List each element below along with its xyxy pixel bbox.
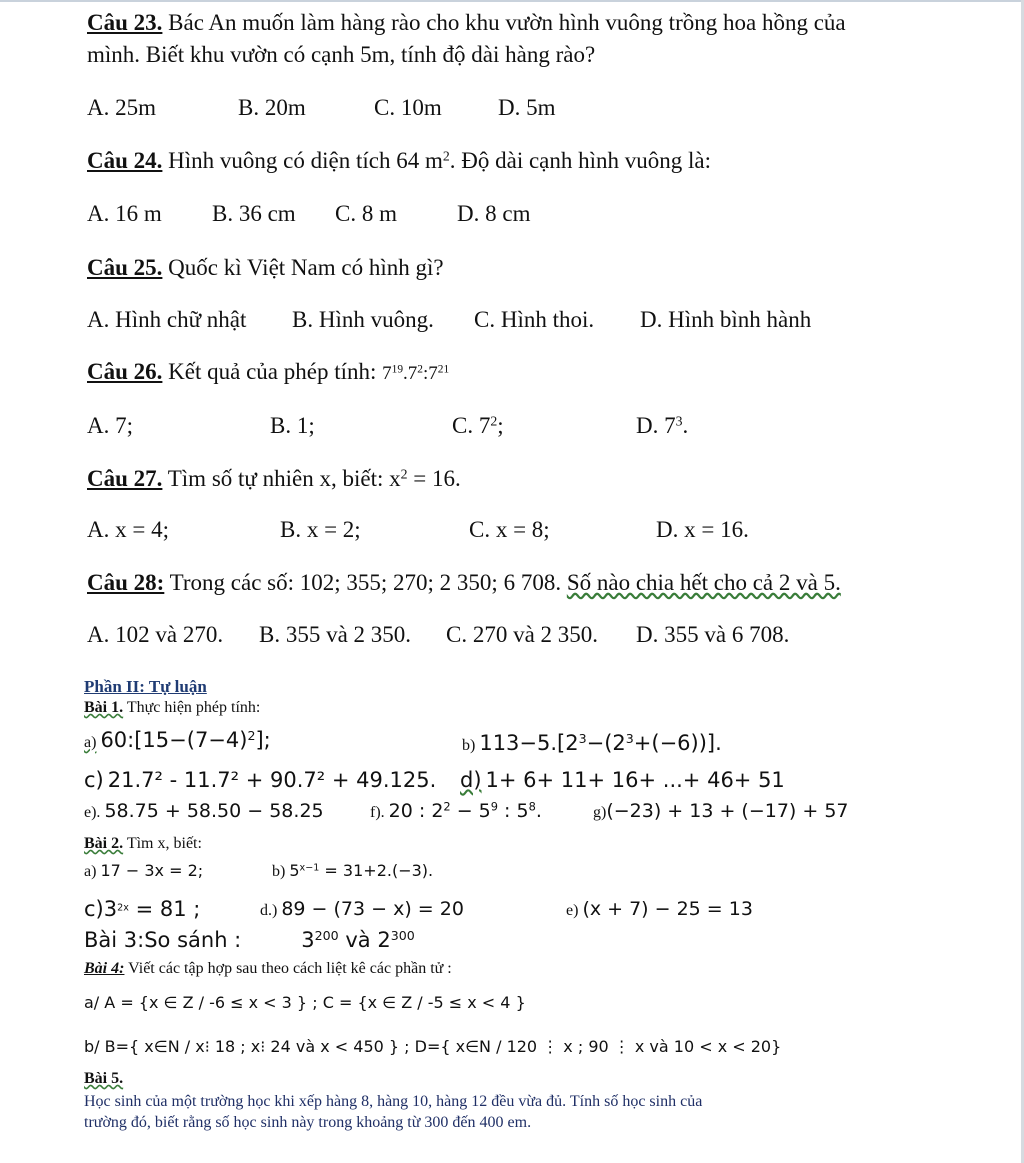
bai2-b-exp: x−1 (299, 862, 320, 874)
q24-superscript: 2 (442, 148, 450, 164)
bai1-g (593, 800, 849, 822)
bai1-a-expr-part1: 60:[15−(7−4) (100, 728, 248, 752)
bai3-base-a: 3 (301, 928, 315, 952)
bai1-a-expr (100, 728, 270, 752)
q26-expr-base3: :7 (422, 363, 438, 384)
q27-text-b: = 16. (407, 466, 461, 491)
part2-title: Phần II: Tự luận (84, 677, 207, 696)
bai1-c (84, 768, 436, 792)
bai4-set-a: a/ A = {x ∈ Z / -6 ≤ x < 3 } (84, 993, 308, 1012)
bai1-a-expr-part2: ]; (255, 728, 271, 752)
bai2-heading (84, 835, 202, 853)
bai2-a-label: a) (84, 863, 97, 880)
bai1-b-expr-part1: 113−5.[2 (479, 731, 579, 755)
bai4-line-a (84, 993, 526, 1012)
q24-text-b: . Độ dài cạnh hình vuông là: (449, 148, 712, 173)
bai3-label: Bài 3:So sánh : (84, 928, 242, 952)
q23-option-d: D. 5m (498, 95, 556, 120)
q24-option-b: B. 36 cm (212, 201, 296, 226)
q24-text-a: Hình vuông có diện tích 64 m (162, 148, 443, 173)
bai2-c-base: 3 (103, 897, 118, 921)
q28-line (87, 570, 841, 596)
q25-text: Quốc kì Việt Nam có hình gì? (162, 255, 444, 280)
bai1-e-expr: 58.75 + 58.50 − 58.25 (104, 800, 324, 822)
q26-option-d-exp: 3 (675, 413, 683, 429)
bai4-separator: ; (312, 993, 323, 1012)
bai2-a (84, 861, 203, 881)
q26-expr-exp1: 19 (391, 363, 404, 376)
bai1-g-expr: (−23) + 13 + (−17) + 57 (606, 800, 849, 822)
q25-option-b: B. Hình vuông. (292, 307, 434, 332)
q28-text: Trong các số: 102; 355; 270; 2 350; 6 708. (164, 570, 567, 595)
q26-expression (382, 363, 449, 384)
bai1-f-exp1: 2 (443, 799, 451, 814)
q23-option-b: B. 20m (238, 95, 306, 120)
q27-line (87, 466, 461, 492)
bai1-a-label: a) (84, 734, 97, 751)
q26-text: Kết quả của phép tính: (162, 359, 383, 384)
q26-expr-exp2: 2 (417, 363, 423, 376)
bai1-label: Bài 1. (84, 699, 124, 716)
bai2-b (272, 861, 433, 881)
q24-option-a: A. 16 m (87, 201, 162, 226)
bai1-b-exp2: 3 (625, 731, 634, 747)
q23-text-line2: mình. Biết khu vườn có cạnh 5m, tính độ dài hàng rào? (87, 42, 596, 67)
bai2-b-label: b) (272, 863, 286, 880)
bai1-f-exp2: 9 (490, 799, 498, 814)
bai2-e-label: e) (566, 902, 579, 919)
bai1-b (462, 731, 722, 755)
q23-option-a: A. 25m (87, 95, 156, 120)
q25-option-a: A. Hình chữ nhật (87, 307, 247, 332)
bai4-line-b: b/ B={ x∈N / x⁝ 18 ; x⁝ 24 và x < 450 } ; D={ x∈N / 120 ⋮ x ; 90 ⋮ x và 10 < x < 20} (84, 1037, 782, 1056)
bai5-text-line2: trường đó, biết rằng số học sinh này trong khoảng từ 300 đến 400 em. (84, 1114, 532, 1131)
bai3-exp-b: 300 (390, 928, 415, 944)
q26-option-a: A. 7; (87, 413, 133, 438)
bai3-exp-a: 200 (314, 928, 339, 944)
q27-superscript: 2 (400, 466, 408, 482)
q26-expr-exp3: 21 (437, 363, 450, 376)
q26-option-c-tail: ; (497, 413, 504, 438)
bai4-set-c: C = {x ∈ Z / -5 ≤ x < 4 } (322, 993, 526, 1012)
bai5-label: Bài 5. (84, 1070, 124, 1087)
bai1-b-expr (479, 731, 721, 755)
bai1-f-expr-part3: : 5 (498, 800, 529, 822)
bai2-text: Tìm x, biết: (123, 835, 202, 852)
q26-option-b: B. 1; (270, 413, 315, 438)
bai2-b-expr-part2: = 31+2.(−3). (319, 861, 434, 880)
bai5-text-line1: Học sinh của một trường học khi xếp hàng 8, hàng 10, hàng 12 đều vừa đủ. Tính số học sinh của (84, 1093, 703, 1110)
bai1-c-expr: 21.7² - 11.7² + 90.7² + 49.125. (107, 768, 437, 792)
bai2-d-expr: 89 − (73 − x) = 20 (281, 898, 464, 920)
q25-option-c: C. Hình thoi. (474, 307, 595, 332)
q28-text-underlined: Số nào chia hết cho cả 2 và 5. (566, 570, 841, 595)
bai1-b-expr-part2: −(2 (586, 731, 626, 755)
q27-number: Câu 27. (87, 466, 163, 491)
q28-option-b: B. 355 và 2 350. (259, 622, 412, 647)
q26-option-c-base: C. 7 (452, 413, 491, 438)
bai1-f-expr-part2: − 5 (450, 800, 491, 822)
bai1-f-expr-part4: . (535, 800, 542, 822)
q23-text-line1: Bác An muốn làm hàng rào cho khu vườn hình vuông trồng hoa hồng của (162, 10, 846, 35)
bai1-f-expr-part1: 20 : 2 (388, 800, 444, 822)
q24-number: Câu 24. (87, 148, 163, 173)
bai1-g-label: g) (593, 804, 607, 821)
bai1-text: Thực hiện phép tính: (123, 699, 261, 716)
q26-option-d-tail: . (682, 413, 689, 438)
bai1-heading (84, 699, 260, 717)
q26-option-d-base: D. 7 (636, 413, 676, 438)
bai1-b-label: b) (462, 737, 476, 754)
bai3-middle: và (338, 928, 378, 952)
bai1-d-label: d) (460, 768, 482, 792)
q26-option-c-exp: 2 (490, 413, 498, 429)
bai4-text: Viết các tập hợp sau theo cách liệt kê các phần tử : (124, 960, 452, 977)
q24-option-d: D. 8 cm (457, 201, 531, 226)
q23-option-c: C. 10m (374, 95, 442, 120)
q23-line1 (87, 10, 846, 36)
bai2-label: Bài 2. (84, 835, 124, 852)
q24-option-c: C. 8 m (335, 201, 397, 226)
q26-line (87, 359, 449, 385)
bai4-heading (84, 960, 452, 978)
bai2-e-expr: (x + 7) − 25 = 13 (582, 898, 753, 920)
q24-line (87, 148, 711, 174)
q27-option-c: C. x = 8; (469, 517, 550, 542)
page-top-border (0, 0, 1024, 2)
bai1-f (370, 800, 542, 822)
q27-option-d: D. x = 16. (656, 517, 749, 542)
bai2-d (260, 898, 464, 920)
bai2-e (566, 898, 753, 920)
bai1-b-exp1: 3 (578, 731, 587, 747)
bai1-b-expr-part3: +(−6))]. (633, 731, 722, 755)
q26-option-d (636, 413, 688, 439)
bai2-c-tail: = 81 ; (128, 897, 201, 921)
bai1-a-exp: 2 (247, 728, 256, 744)
bai2-d-label: d.) (260, 902, 278, 919)
bai2-c-label: c) (84, 897, 104, 921)
q26-expr-base1: 7 (382, 363, 392, 384)
q26-option-c (452, 413, 504, 439)
q27-text-a: Tìm số tự nhiên x, biết: x (162, 466, 401, 491)
bai1-f-label: f). (370, 804, 385, 821)
q27-option-b: B. x = 2; (280, 517, 361, 542)
bai2-c (84, 897, 200, 921)
bai1-e-label: e). (84, 804, 101, 821)
bai1-f-expr (389, 800, 542, 822)
q23-number: Câu 23. (87, 10, 163, 35)
q28-option-d: D. 355 và 6 708. (636, 622, 790, 647)
q25-line (87, 255, 444, 281)
q28-option-c: C. 270 và 2 350. (446, 622, 599, 647)
q26-expr-base2: .7 (403, 363, 418, 384)
q25-number: Câu 25. (87, 255, 163, 280)
bai1-e (84, 800, 324, 822)
bai2-b-expr-part1: 5 (289, 861, 300, 880)
bai1-f-exp3: 8 (528, 799, 536, 814)
bai2-a-expr: 17 − 3x = 2; (100, 861, 204, 880)
bai2-c-exp: 2x (117, 902, 129, 914)
bai1-c-label: c) (84, 768, 104, 792)
bai2-b-expr (289, 861, 433, 880)
q28-option-a: A. 102 và 270. (87, 622, 224, 647)
bai3-base-b: 2 (377, 928, 391, 952)
q26-number: Câu 26. (87, 359, 163, 384)
q25-option-d: D. Hình bình hành (640, 307, 812, 332)
bai1-d-expr: 1+ 6+ 11+ 16+ ...+ 46+ 51 (485, 768, 785, 792)
bai4-label: Bài 4: (84, 960, 125, 977)
bai1-d (460, 768, 785, 792)
q28-number: Câu 28: (87, 570, 165, 595)
bai3-line (84, 928, 415, 952)
bai1-a (84, 728, 271, 752)
q27-option-a: A. x = 4; (87, 517, 169, 542)
